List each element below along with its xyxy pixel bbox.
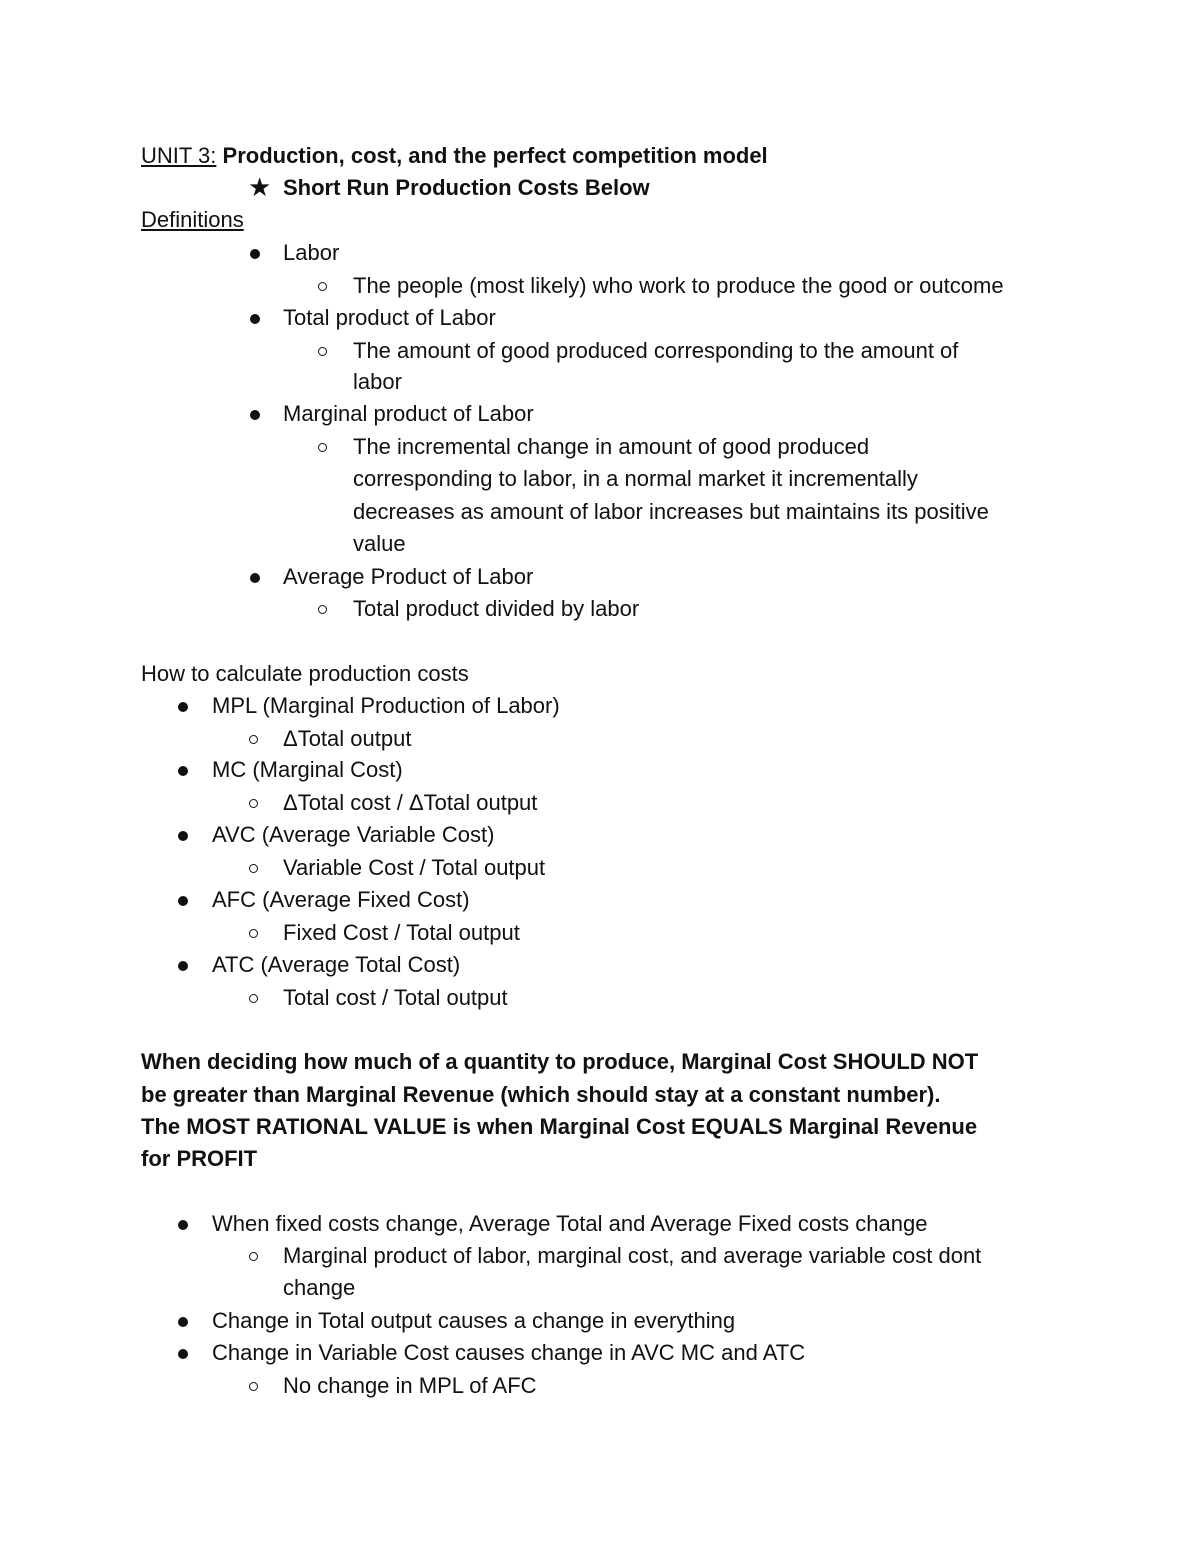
change-item: Change in Total output causes a change in everything — [212, 1308, 736, 1333]
change-subitem: No change in MPL of AFC — [283, 1373, 537, 1398]
unit-title: Production, cost, and the perfect competition model — [222, 143, 768, 168]
calc-formula: ΔTotal output — [283, 726, 412, 751]
definition-desc: value — [353, 531, 406, 556]
star-item-text: Short Run Production Costs Below — [283, 175, 650, 200]
definition-desc: The incremental change in amount of good produced — [353, 434, 870, 459]
definition-term: Labor — [283, 240, 340, 265]
definitions-label: Definitions — [141, 207, 244, 232]
calc-formula: ΔTotal cost / ΔTotal output — [283, 790, 538, 815]
definition-desc: Total product divided by labor — [353, 596, 640, 621]
bullet-icon — [178, 1317, 188, 1327]
star-icon: ★ — [248, 172, 272, 202]
bullet-icon — [250, 249, 260, 259]
sub-bullet-icon — [249, 1252, 258, 1261]
definition-term: Average Product of Labor — [283, 564, 534, 589]
bold-paragraph-line: The MOST RATIONAL VALUE is when Marginal Cost EQUALS Marginal Revenue — [141, 1114, 978, 1139]
bold-paragraph-line: for PROFIT — [141, 1146, 258, 1171]
calc-term: AVC (Average Variable Cost) — [212, 822, 495, 847]
bullet-icon — [178, 1349, 188, 1359]
bullet-icon — [250, 314, 260, 324]
sub-bullet-icon — [249, 735, 258, 744]
page-title — [141, 141, 768, 171]
bullet-icon — [178, 1220, 188, 1230]
bold-paragraph-line: be greater than Marginal Revenue (which should stay at a constant number). — [141, 1082, 941, 1107]
calc-formula: Total cost / Total output — [283, 985, 508, 1010]
bullet-icon — [178, 766, 188, 776]
sub-bullet-icon — [249, 929, 258, 938]
bullet-icon — [250, 573, 260, 583]
calc-formula: Variable Cost / Total output — [283, 855, 546, 880]
definition-desc: labor — [353, 369, 402, 394]
calc-label: How to calculate production costs — [141, 661, 469, 686]
sub-bullet-icon — [318, 605, 327, 614]
calc-term: ATC (Average Total Cost) — [212, 952, 461, 977]
sub-bullet-icon — [249, 799, 258, 808]
calc-formula: Fixed Cost / Total output — [283, 920, 520, 945]
definition-desc: The amount of good produced corresponding to the amount of — [353, 338, 959, 363]
bullet-icon — [250, 410, 260, 420]
bullet-icon — [178, 896, 188, 906]
sub-bullet-icon — [318, 282, 327, 291]
sub-bullet-icon — [318, 347, 327, 356]
sub-bullet-icon — [249, 994, 258, 1003]
change-item: When fixed costs change, Average Total and Average Fixed costs change — [212, 1211, 928, 1236]
bullet-icon — [178, 702, 188, 712]
sub-bullet-icon — [318, 443, 327, 452]
calc-term: MPL (Marginal Production of Labor) — [212, 693, 560, 718]
change-item: Change in Variable Cost causes change in AVC MC and ATC — [212, 1340, 806, 1365]
definition-desc: decreases as amount of labor increases but maintains its positive — [353, 499, 989, 524]
bullet-icon — [178, 961, 188, 971]
calc-term: MC (Marginal Cost) — [212, 757, 403, 782]
sub-bullet-icon — [249, 1382, 258, 1391]
unit-label: UNIT 3: — [141, 143, 217, 168]
change-subitem: Marginal product of labor, marginal cost, and average variable cost dont — [283, 1243, 982, 1268]
definition-term: Total product of Labor — [283, 305, 496, 330]
bold-paragraph-line: When deciding how much of a quantity to produce, Marginal Cost SHOULD NOT — [141, 1049, 979, 1074]
change-subitem: change — [283, 1275, 356, 1300]
bullet-icon — [178, 831, 188, 841]
calc-term: AFC (Average Fixed Cost) — [212, 887, 470, 912]
sub-bullet-icon — [249, 864, 258, 873]
definition-desc: The people (most likely) who work to produce the good or outcome — [353, 273, 1004, 298]
definition-term: Marginal product of Labor — [283, 401, 534, 426]
definition-desc: corresponding to labor, in a normal market it incrementally — [353, 466, 918, 491]
